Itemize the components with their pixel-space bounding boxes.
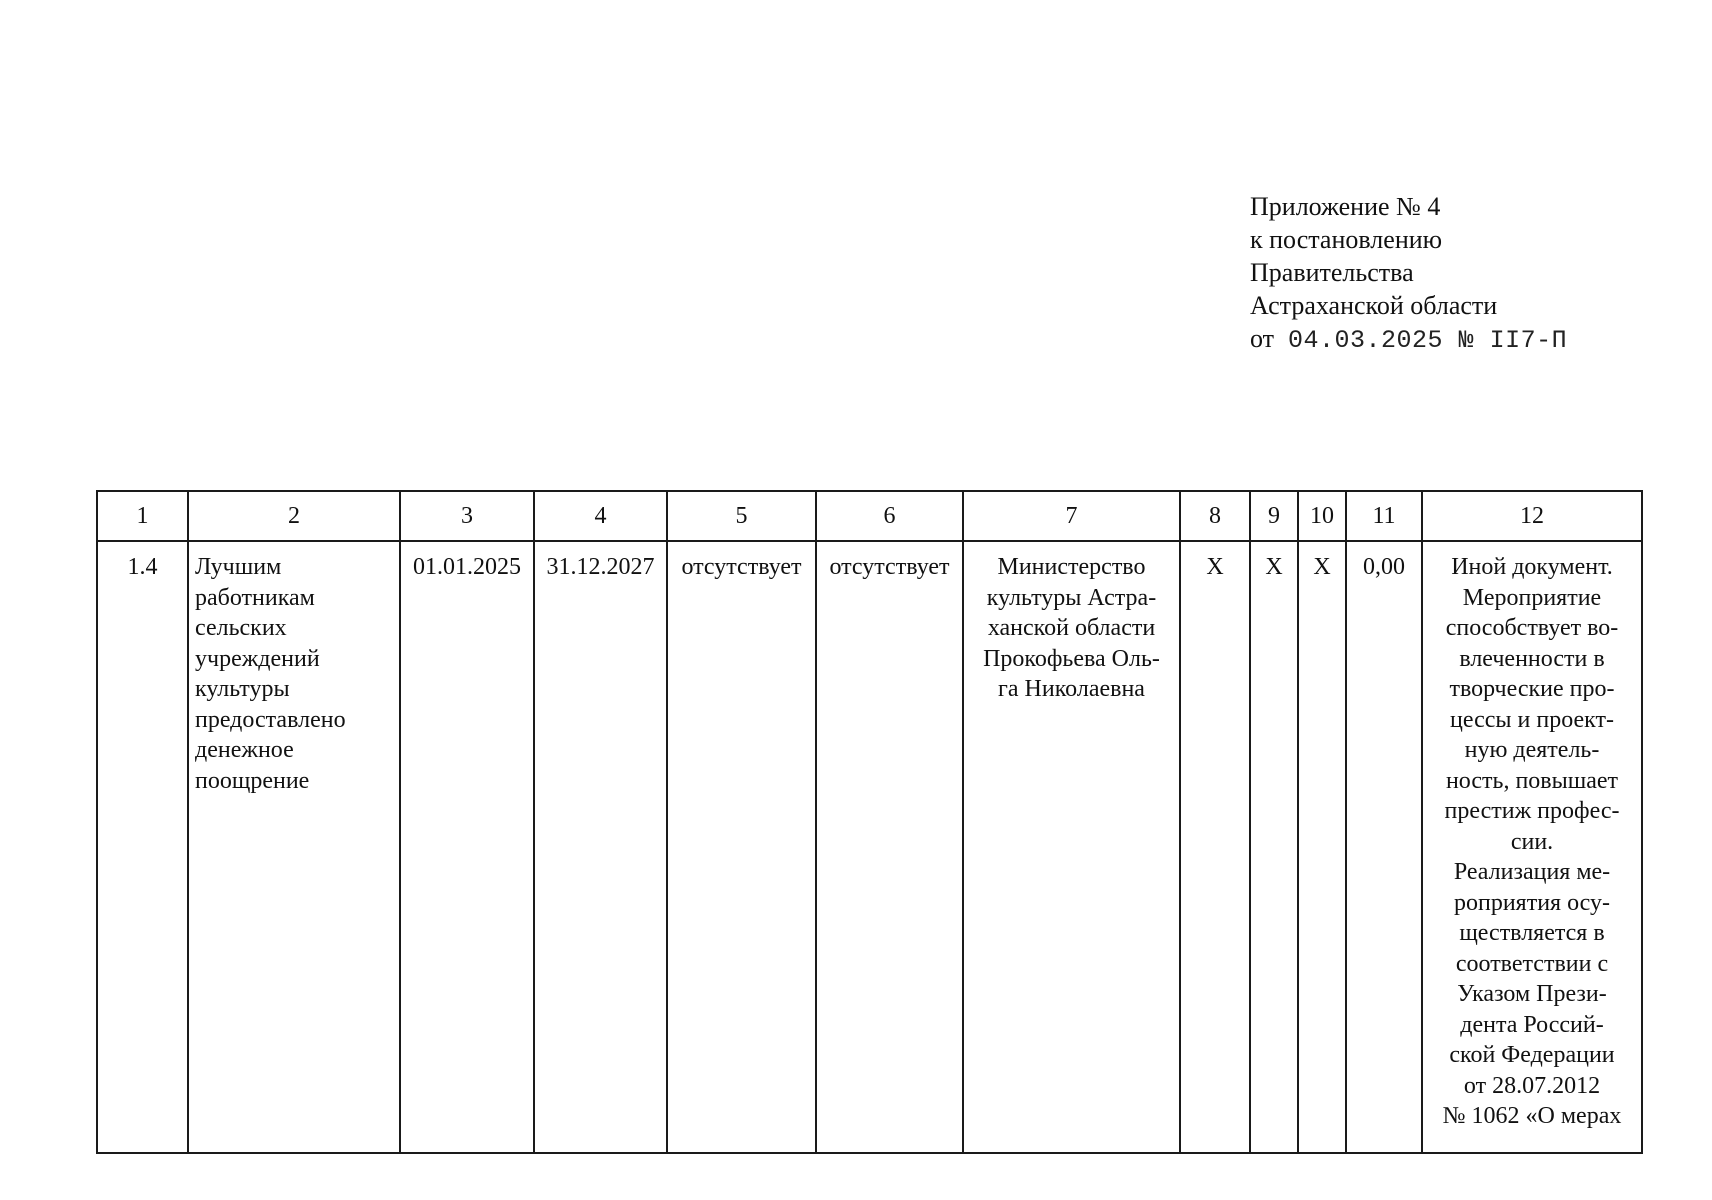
note-line: дента Россий- xyxy=(1460,1011,1604,1038)
note-line: Мероприятие xyxy=(1462,584,1602,611)
header-cell: 12 xyxy=(1422,491,1642,541)
note-line: престиж профес- xyxy=(1444,798,1620,824)
note-line: способствует во- xyxy=(1445,615,1619,641)
note-line: творческие про- xyxy=(1449,676,1615,702)
col10-cell: X xyxy=(1298,541,1346,1153)
col8-cell: X xyxy=(1180,541,1250,1153)
annex-title: Приложение № 4 xyxy=(1250,192,1441,221)
header-cell: 9 xyxy=(1250,491,1298,541)
note-line: Указом Прези- xyxy=(1457,981,1607,1007)
header-cell: 3 xyxy=(400,491,534,541)
note-line: ществляется в xyxy=(1459,920,1605,946)
description-cell: Лучшим работникам сельских учреждений культуры предоставлено денежное поощрение xyxy=(188,541,400,1153)
responsible-line: га Николаевна xyxy=(998,676,1145,702)
note-line: сии. xyxy=(1510,828,1554,855)
note-cell xyxy=(1422,541,1642,1153)
annex-date-number-stamp: 04.03.2025 № II7-П xyxy=(1288,326,1568,355)
note-line: влеченности в xyxy=(1459,645,1605,672)
note-line: соответствии с xyxy=(1455,950,1609,977)
header-cell: 8 xyxy=(1180,491,1250,541)
col6-cell: отсутствует xyxy=(816,541,963,1153)
header-cell: 11 xyxy=(1346,491,1422,541)
header-cell: 2 xyxy=(188,491,400,541)
start-date-cell: 01.01.2025 xyxy=(400,541,534,1153)
header-cell: 7 xyxy=(963,491,1180,541)
note-line: ность, повышает xyxy=(1445,767,1619,794)
note-line: ской Федерации xyxy=(1449,1042,1615,1068)
header-cell: 4 xyxy=(534,491,667,541)
annex-header xyxy=(1250,190,1567,357)
note-line: Реализация ме- xyxy=(1453,859,1611,885)
annex-from-label: от xyxy=(1250,324,1275,353)
annex-date-line xyxy=(1250,322,1567,357)
header-cell: 10 xyxy=(1298,491,1346,541)
annex-subtitle-3: Астраханской области xyxy=(1250,291,1498,320)
table-header-row xyxy=(97,491,1642,541)
col11-cell: 0,00 xyxy=(1346,541,1422,1153)
note-line: № 1062 «О мерах xyxy=(1442,1103,1622,1129)
end-date-cell: 31.12.2027 xyxy=(534,541,667,1153)
responsible-line: Министерство xyxy=(997,554,1146,580)
note-line: от 28.07.2012 xyxy=(1463,1072,1601,1099)
responsible-line: Прокофьева Оль- xyxy=(983,645,1160,672)
measures-table xyxy=(96,490,1643,1154)
col5-cell: отсутствует xyxy=(667,541,816,1153)
annex-subtitle-1: к постановлению xyxy=(1250,225,1443,254)
table-row xyxy=(97,541,1642,1153)
col9-cell: X xyxy=(1250,541,1298,1153)
responsible-cell xyxy=(963,541,1180,1153)
note-line: Иной документ. xyxy=(1451,554,1613,580)
header-cell: 5 xyxy=(667,491,816,541)
header-cell: 1 xyxy=(97,491,188,541)
note-line: ную деятель- xyxy=(1464,737,1600,763)
row-number-cell: 1.4 xyxy=(97,541,188,1153)
header-cell: 6 xyxy=(816,491,963,541)
note-line: роприятия осу- xyxy=(1453,889,1611,916)
responsible-line: ханской области xyxy=(987,615,1156,641)
responsible-line: культуры Астра- xyxy=(986,584,1157,611)
annex-subtitle-2: Правительства xyxy=(1250,258,1414,287)
note-line: цессы и проект- xyxy=(1450,706,1614,733)
